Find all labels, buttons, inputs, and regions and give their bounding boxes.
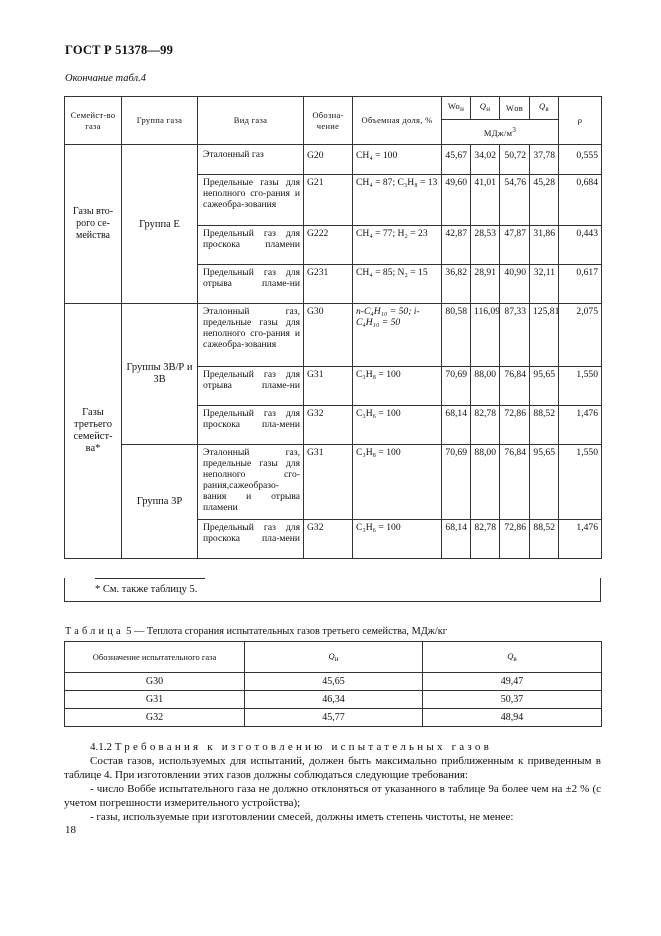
value-wo-v: 76,84 — [500, 445, 530, 520]
gas-code: G31 — [304, 445, 353, 520]
table-header-row — [65, 642, 602, 673]
value-q-n: 116,09 — [471, 304, 500, 367]
value-wo-v: 50,72 — [500, 145, 530, 175]
group-e: Группа Е — [122, 145, 198, 304]
value-wo-v: 72,86 — [500, 406, 530, 445]
value-wo-n: 36,82 — [442, 265, 471, 304]
table-row — [65, 145, 602, 175]
table-row — [65, 709, 602, 727]
group-3b-3p: Группы 3В/Р и 3В — [122, 304, 198, 445]
value-wo-v: 72,86 — [500, 520, 530, 559]
gas-composition: C₃H₆ = 100 — [353, 520, 442, 559]
value-q-v: 37,78 — [530, 145, 559, 175]
gas-composition: C₃H₆ = 100 — [353, 406, 442, 445]
gas-kind: Предельные газы для неполного сго-рания и сажеобра-зования — [198, 175, 304, 226]
table-footnote: * См. также таблицу 5. — [95, 584, 198, 595]
value-wo-v: 40,90 — [500, 265, 530, 304]
value-rho: 1,476 — [559, 406, 602, 445]
value-q-n: 82,78 — [471, 520, 500, 559]
value-q-n: 82,78 — [471, 406, 500, 445]
gas-code: G32 — [65, 709, 245, 727]
value-rho: 2,075 — [559, 304, 602, 367]
table-row — [65, 304, 602, 367]
group-3p: Группа 3Р — [122, 445, 198, 559]
paragraph: Состав газов, используемых для испытаний, должен быть максимально приближенным к приведенным в таблице 4. При изготовлении этих газов должны соблюдаться следующие требования: — [64, 755, 601, 782]
standard-id: ГОСТ Р 51378—99 — [65, 43, 174, 57]
value-q-n: 34,02 — [471, 145, 500, 175]
value-qv: 49,47 — [423, 673, 602, 691]
table-5-title: 5 — Теплота сгорания испытательных газов третьего семейства, МДж/кг — [126, 626, 447, 637]
section-title: Требования к изготовлению испытательных газов — [114, 741, 492, 753]
value-wo-n: 68,14 — [442, 406, 471, 445]
value-q-v: 31,86 — [530, 226, 559, 265]
gas-composition: CH₄ = 87; C₃H₈ = 13 — [353, 175, 442, 226]
gas-code: G31 — [304, 367, 353, 406]
gas-table-4 — [64, 96, 602, 559]
value-q-n: 88,00 — [471, 367, 500, 406]
value-q-n: 28,53 — [471, 226, 500, 265]
value-wo-n: 70,69 — [442, 445, 471, 520]
value-q-n: 88,00 — [471, 445, 500, 520]
gas-kind: Предельный газ для проскока пла-мени — [198, 520, 304, 559]
header-code: Обозна-чение — [304, 97, 353, 145]
value-qv: 48,94 — [423, 709, 602, 727]
value-wo-n: 49,60 — [442, 175, 471, 226]
section-heading — [64, 740, 601, 754]
gas-code: G30 — [304, 304, 353, 367]
table-header-row — [65, 97, 602, 120]
header-rho: ρ — [559, 97, 602, 145]
value-wo-v: 76,84 — [500, 367, 530, 406]
gas-kind: Эталонный газ, предельные газы для неполного сго-рания и сажеобра-зования — [198, 304, 304, 367]
gas-code: G32 — [304, 520, 353, 559]
section-number: 4.1.2 — [90, 741, 112, 753]
value-rho: 1,550 — [559, 445, 602, 520]
table-5-caption — [65, 626, 447, 637]
footnote-divider — [95, 578, 205, 579]
gas-composition: C₃H₈ = 100 — [353, 367, 442, 406]
gas-kind: Предельный газ для отрыва пламе-ни — [198, 265, 304, 304]
value-q-v: 88,52 — [530, 520, 559, 559]
value-rho: 0,443 — [559, 226, 602, 265]
value-qn: 45,77 — [245, 709, 423, 727]
value-q-v: 32,11 — [530, 265, 559, 304]
table-row — [65, 673, 602, 691]
header-qn: $Q_н$ — [245, 642, 423, 673]
gas-composition: C₃H₈ = 100 — [353, 445, 442, 520]
value-q-v: 125,81 — [530, 304, 559, 367]
gas-composition: CH₄ = 85; N₂ = 15 — [353, 265, 442, 304]
value-rho: 0,617 — [559, 265, 602, 304]
value-wo-n: 68,14 — [442, 520, 471, 559]
header-qv: $Q_в$ — [423, 642, 602, 673]
gas-code: G20 — [304, 145, 353, 175]
header-group: Группа газа — [122, 97, 198, 145]
gas-kind: Предельный газ для отрыва пламе-ни — [198, 367, 304, 406]
family-third: Газы третьего семейст-ва* — [65, 304, 122, 559]
value-wo-n: 80,58 — [442, 304, 471, 367]
gas-code: G231 — [304, 265, 353, 304]
value-qn: 45,65 — [245, 673, 423, 691]
gas-code: G21 — [304, 175, 353, 226]
gas-code: G30 — [65, 673, 245, 691]
table-continuation-label: Окончание табл.4 — [65, 73, 146, 84]
paragraph: - число Воббе испытательного газа не должно отклоняться от указанного в таблице 9а более чем на ±2 % (с учетом погрешности измерительного устройства); — [64, 783, 601, 810]
page-number: 18 — [65, 824, 76, 836]
value-qn: 46,34 — [245, 691, 423, 709]
header-gas-code: Обозначение испытательного газа — [65, 642, 245, 673]
value-q-v: 45,28 — [530, 175, 559, 226]
value-wo-n: 70,69 — [442, 367, 471, 406]
value-q-n: 41,01 — [471, 175, 500, 226]
value-wo-v: 54,76 — [500, 175, 530, 226]
value-q-v: 88,52 — [530, 406, 559, 445]
header-q-v: $Q_в$ — [530, 97, 559, 120]
table-footnote-box — [64, 578, 601, 602]
gas-kind: Эталонный газ, предельные газы для неполного сго-рания,сажеобразо-вания и отрыва пламени — [198, 445, 304, 520]
table-row — [65, 445, 602, 520]
family-second: Газы вто-рого се-мейства — [65, 145, 122, 304]
header-family: Семейст-во газа — [65, 97, 122, 145]
header-wo-v: Wов — [500, 97, 530, 120]
value-rho: 1,476 — [559, 520, 602, 559]
gas-code: G31 — [65, 691, 245, 709]
header-volume: Объемная доля, % — [353, 97, 442, 145]
header-q-n: $Q_н$ — [471, 97, 500, 120]
header-units: МДж/$м^3$ — [442, 120, 559, 145]
gas-kind: Предельный газ для проскока пламени — [198, 226, 304, 265]
value-rho: 1,550 — [559, 367, 602, 406]
header-kind: Вид газа — [198, 97, 304, 145]
value-rho: 0,555 — [559, 145, 602, 175]
table-5-label: Таблица — [65, 626, 124, 637]
value-q-v: 95,65 — [530, 445, 559, 520]
gas-composition: CH₄ = 77; H₂ = 23 — [353, 226, 442, 265]
gas-composition: CH₄ = 100 — [353, 145, 442, 175]
value-wo-n: 42,87 — [442, 226, 471, 265]
paragraph: - газы, используемые при изготовлении смесей, должны иметь степень чистоты, не менее: — [90, 811, 514, 823]
value-rho: 0,684 — [559, 175, 602, 226]
value-q-n: 28,91 — [471, 265, 500, 304]
gas-kind: Эталонный газ — [198, 145, 304, 175]
gas-code: G222 — [304, 226, 353, 265]
table-row — [65, 691, 602, 709]
value-wo-v: 47,87 — [500, 226, 530, 265]
value-qv: 50,37 — [423, 691, 602, 709]
value-wo-n: 45,67 — [442, 145, 471, 175]
value-q-v: 95,65 — [530, 367, 559, 406]
header-wo-n: $Wo_н$ — [442, 97, 471, 120]
gas-kind: Предельный газ для проскока пла-мени — [198, 406, 304, 445]
value-wo-v: 87,33 — [500, 304, 530, 367]
gas-code: G32 — [304, 406, 353, 445]
gas-composition: n-C₄H₁₀ = 50; i-C₄H₁₀ = 50 — [353, 304, 442, 367]
heat-table-5 — [64, 641, 602, 727]
